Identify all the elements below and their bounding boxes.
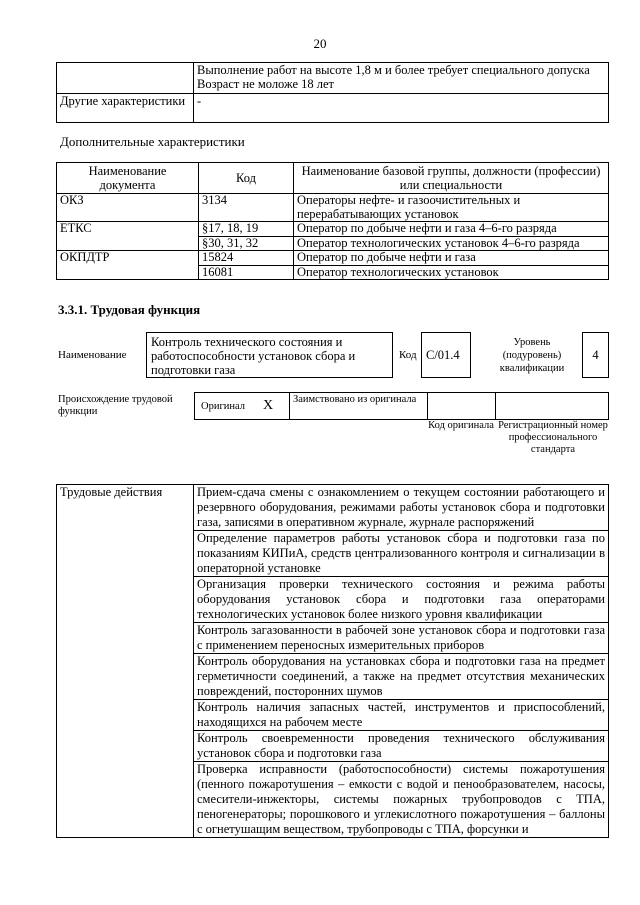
- table-cell: 15824: [199, 251, 294, 266]
- labour-action-item: Организация проверки технического состояния и режима работы оборудования установок сбора и подготовки газа операторами технологических установок более низкого уровня квалификации: [194, 577, 609, 623]
- borrowed-label: Заимствовано из оригинала: [293, 394, 417, 405]
- qualification-level-box: 4: [582, 332, 609, 378]
- table-cell: -: [194, 94, 609, 123]
- column-header: Наименование базовой группы, должности (профессии) или специальности: [294, 163, 609, 194]
- function-name-label: Наименование: [58, 349, 127, 361]
- table-cell: Оператор по добыче нефти и газа 4–6-го разряда: [294, 222, 609, 237]
- page-number: 20: [313, 36, 327, 51]
- table-cell: Оператор технологических установок 4–6-го разряда: [294, 236, 609, 251]
- registration-number-cell: [495, 392, 609, 420]
- function-code-label: Код: [399, 349, 417, 361]
- table-row: [57, 63, 609, 94]
- table-cell: Оператор технологических установок: [294, 265, 609, 280]
- table-cell: [57, 63, 194, 94]
- column-header: Код: [199, 163, 294, 194]
- section-title: 3.3.1. Трудовая функция: [58, 302, 201, 317]
- original-mark: X: [263, 398, 274, 413]
- table-row: [57, 194, 609, 222]
- function-code-box: С/01.4: [421, 332, 471, 378]
- labour-action-item: Проверка исправности (работоспособности) системы пожаротушения (пенного пожаротушения – емкости с водой и пенообразователем, насосы, смесители-инжекторы, системы пожарных трубопроводов с ТПА, пеногенераторы; порошкового и углекислотного пожаротушения – баллоны с огнетушащим веществом, трубопроводы с ТПА, форсунки и: [194, 762, 609, 838]
- labour-action-item: Контроль своевременности проведения технического обслуживания установок сбора и подготовки газа: [194, 731, 609, 762]
- labour-actions-table: [56, 484, 609, 838]
- qualification-level-label: Уровень (подуровень) квалификации: [499, 337, 565, 374]
- function-name-box: Контроль технического состояния и работоспособности установок сбора и подготовки газа: [146, 332, 393, 378]
- table-row: [57, 94, 609, 123]
- table-cell: ЕТКС: [57, 222, 199, 251]
- table-cell: ОКЗ: [57, 194, 199, 222]
- original-code-cell: [427, 392, 496, 420]
- origin-label: Происхождение трудовой функции: [58, 394, 173, 417]
- original-label: Оригинал: [201, 401, 245, 412]
- labour-action-item: Контроль наличия запасных частей, инструментов и приспособлений, находящихся на рабочем месте: [194, 700, 609, 731]
- labour-actions-label: Трудовые действия: [57, 485, 194, 838]
- labour-action-item: Контроль загазованности в рабочей зоне установок сбора и подготовки газа с применением переносных измерительных приборов: [194, 623, 609, 654]
- table-cell: Другие характеристики: [57, 94, 194, 123]
- labour-action-item: Определение параметров работы установок сбора и подготовки газа по показаниям КИПиА, средств централизованного контроля и сигнализации в операторной установке: [194, 531, 609, 577]
- labour-action-item: Контроль оборудования на установках сбора и подготовки газа на предмет герметичности соединений, а также на предмет отсутствия механических повреждений, посторонних шумов: [194, 654, 609, 700]
- additional-characteristics-table: [56, 162, 609, 280]
- column-header: Наименование документа: [57, 163, 199, 194]
- borrowed-cell: [289, 392, 428, 420]
- original-code-caption: Код оригинала: [428, 420, 494, 431]
- table-header-row: [57, 163, 609, 194]
- table-cell: §30, 31, 32: [199, 236, 294, 251]
- table-cell: Операторы нефте- и газоочистительных и перерабатывающих установок: [294, 194, 609, 222]
- table-cell: 16081: [199, 265, 294, 280]
- table-cell: ОКПДТР: [57, 251, 199, 280]
- table-row: [57, 222, 609, 237]
- additional-characteristics-title: Дополнительные характеристики: [60, 134, 245, 149]
- table-cell: Выполнение работ на высоте 1,8 м и более требует специального допуска Возраст не моложе 18 лет: [194, 63, 609, 94]
- top-characteristics-table: [56, 62, 609, 123]
- labour-action-item: Прием-сдача смены с ознакомлением о текущем состоянии работающего и резервного оборудования, режимами работы установок сбора и подготовки газа, записями в оперативном журнале, журнале распоряжений: [194, 485, 609, 531]
- table-cell: Оператор по добыче нефти и газа: [294, 251, 609, 266]
- original-cell: [194, 392, 290, 420]
- table-cell: 3134: [199, 194, 294, 222]
- table-cell: §17, 18, 19: [199, 222, 294, 237]
- table-row: [57, 485, 609, 531]
- table-row: [57, 251, 609, 266]
- registration-number-caption: Регистрационный номер профессионального стандарта: [498, 420, 608, 455]
